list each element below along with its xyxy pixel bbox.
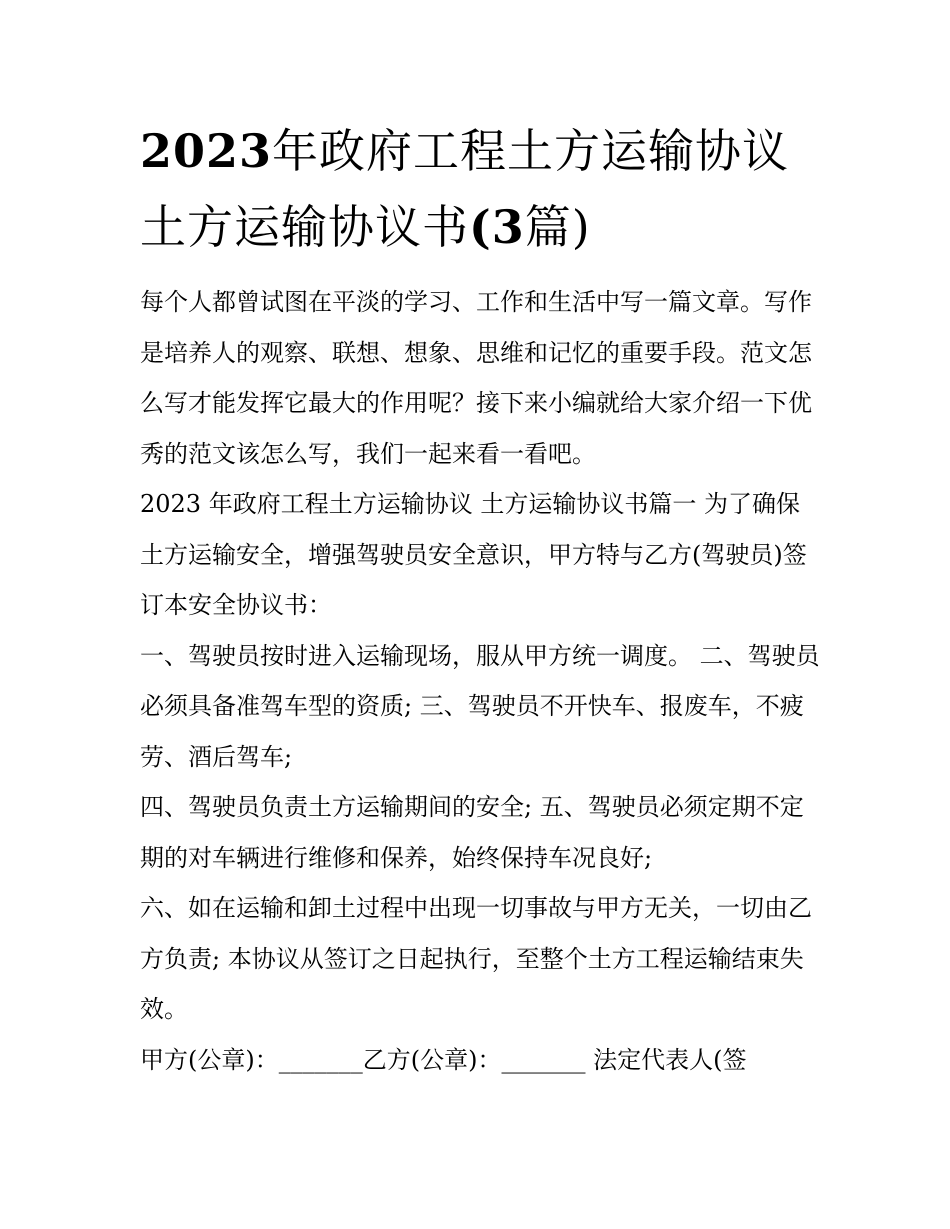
signature-line: 甲方(公章)：_______乙方(公章)：_______ 法定代表人(签 <box>140 1045 747 1074</box>
body-paragraph: 2023 年政府工程土方运输协议 土方运输协议书篇一 为了确保土方运输安全，增强驾驶员安全意识，甲方特与乙方(驾驶员)签订本安全协议书： <box>140 490 807 619</box>
title-count: (3 <box>469 200 525 254</box>
document-title <box>140 113 820 265</box>
body-paragraph: 四、驾驶员负责土方运输期间的安全; 五、驾驶员必须定期不定期的对车辆进行维修和保养，始终保持车况良好; <box>140 793 804 872</box>
body-paragraph: 一、驾驶员按时进入运输现场，服从甲方统一调度。 二、驾驶员必须具备准驾车型的资质; 三、驾驶员不开快车、报废车，不疲劳、酒后驾车; <box>140 641 820 771</box>
title-line1-text: 年政府工程土方运输协议 <box>272 124 790 178</box>
title-year: 2023 <box>140 124 273 178</box>
document-body <box>140 277 820 1085</box>
title-count-unit: 篇) <box>524 200 591 254</box>
body-paragraph: 六、如在运输和卸土过程中出现一切事故与甲方无关，一切由乙方负责; 本协议从签订之日起执行，至整个土方工程运输结束失效。 <box>140 894 812 1023</box>
title-line2-text: 土方运输协议书 <box>140 200 469 254</box>
intro-paragraph: 每个人都曾试图在平淡的学习、工作和生活中写一篇文章。写作是培养人的观察、联想、想象、思维和记忆的重要手段。范文怎么写才能发挥它最大的作用呢？接下来小编就给大家介绍一下优秀的范文该怎么写，我们一起来看一看吧。 <box>140 288 812 468</box>
